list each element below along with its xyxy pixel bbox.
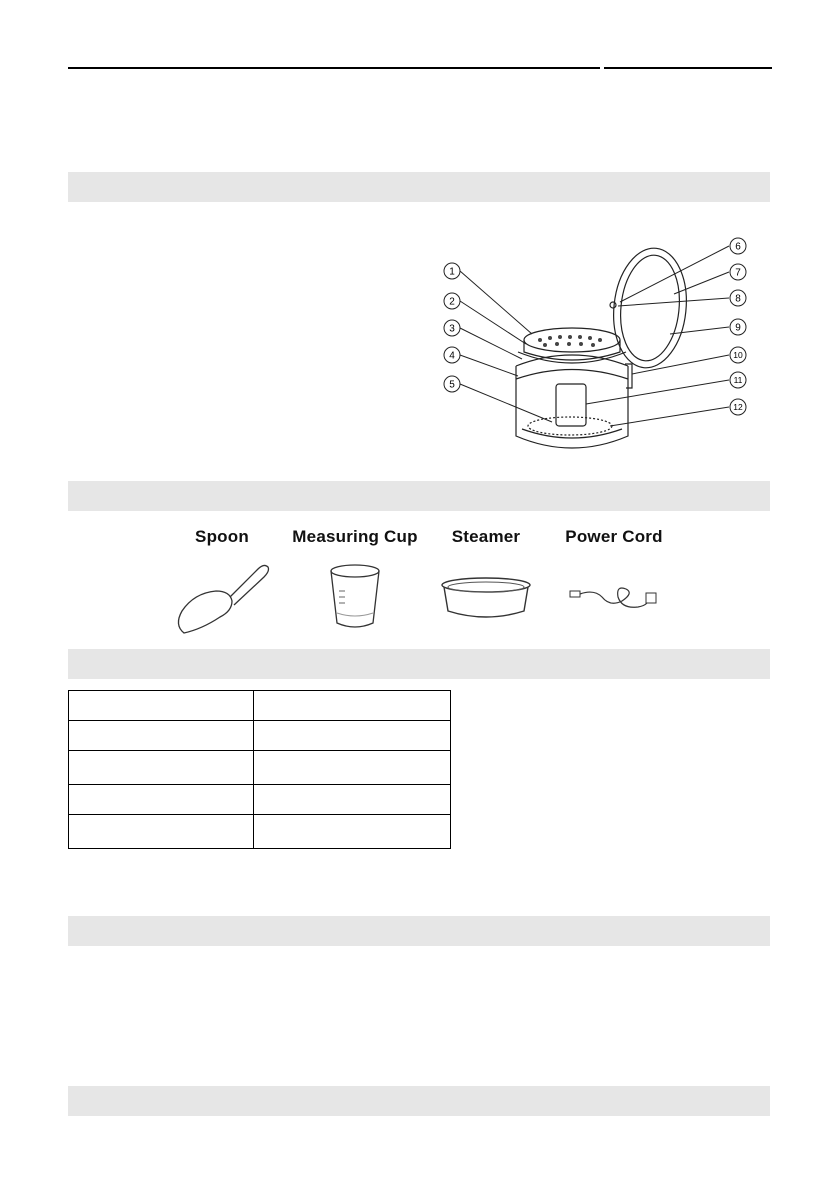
callout-3 (444, 320, 460, 336)
table-row (69, 691, 451, 721)
section-bar-2 (68, 481, 770, 511)
svg-text:8: 8 (735, 293, 741, 305)
section-bar-4 (68, 916, 770, 946)
specs-table (68, 690, 451, 849)
svg-text:2: 2 (449, 296, 455, 308)
spoon-icon (172, 555, 272, 637)
svg-text:6: 6 (735, 241, 741, 253)
steamer-icon (438, 575, 534, 625)
header-rule-left (68, 67, 600, 69)
callout-4 (444, 347, 460, 363)
table-cell (69, 721, 254, 751)
accessory-spoon (168, 527, 276, 637)
svg-text:1: 1 (449, 266, 455, 278)
svg-text:10: 10 (733, 350, 743, 360)
table-cell (69, 751, 254, 785)
svg-text:12: 12 (733, 402, 743, 412)
svg-text:11: 11 (733, 375, 743, 385)
table-row (69, 721, 451, 751)
table-row (69, 751, 451, 785)
svg-text:7: 7 (735, 267, 741, 279)
table-cell (254, 815, 451, 849)
callout-12 (730, 399, 746, 415)
accessory-label: Spoon (195, 527, 249, 546)
power-cord-icon (564, 573, 664, 623)
table-cell (69, 815, 254, 849)
accessory-label: Power Cord (565, 527, 663, 546)
callout-1 (444, 263, 460, 279)
section-bar-5 (68, 1086, 770, 1116)
svg-text:3: 3 (449, 323, 455, 335)
svg-text:5: 5 (449, 379, 455, 391)
callout-9 (730, 319, 746, 335)
accessory-steamer (436, 527, 536, 625)
svg-text:4: 4 (449, 350, 455, 362)
table-cell (254, 721, 451, 751)
svg-text:9: 9 (735, 322, 741, 334)
callout-8 (730, 290, 746, 306)
table-row (69, 785, 451, 815)
callout-7 (730, 264, 746, 280)
measuring-cup-icon (325, 561, 385, 631)
diagram-callouts (444, 238, 746, 415)
table-cell (254, 785, 451, 815)
header-rule-right (604, 67, 772, 69)
table-cell (69, 691, 254, 721)
section-bar-1 (68, 172, 770, 202)
callout-11 (730, 372, 746, 388)
table-row (69, 815, 451, 849)
callout-5 (444, 376, 460, 392)
table-cell (254, 751, 451, 785)
callout-6 (730, 238, 746, 254)
table-cell (69, 785, 254, 815)
rice-cooker-diagram (432, 234, 778, 464)
callout-2 (444, 293, 460, 309)
table-cell (254, 691, 451, 721)
accessory-power-cord (550, 527, 678, 623)
callout-10 (730, 347, 746, 363)
accessory-label: Steamer (451, 527, 521, 546)
section-bar-3 (68, 649, 770, 679)
accessory-measuring-cup (282, 527, 428, 631)
accessory-label: Measuring Cup (292, 527, 418, 546)
